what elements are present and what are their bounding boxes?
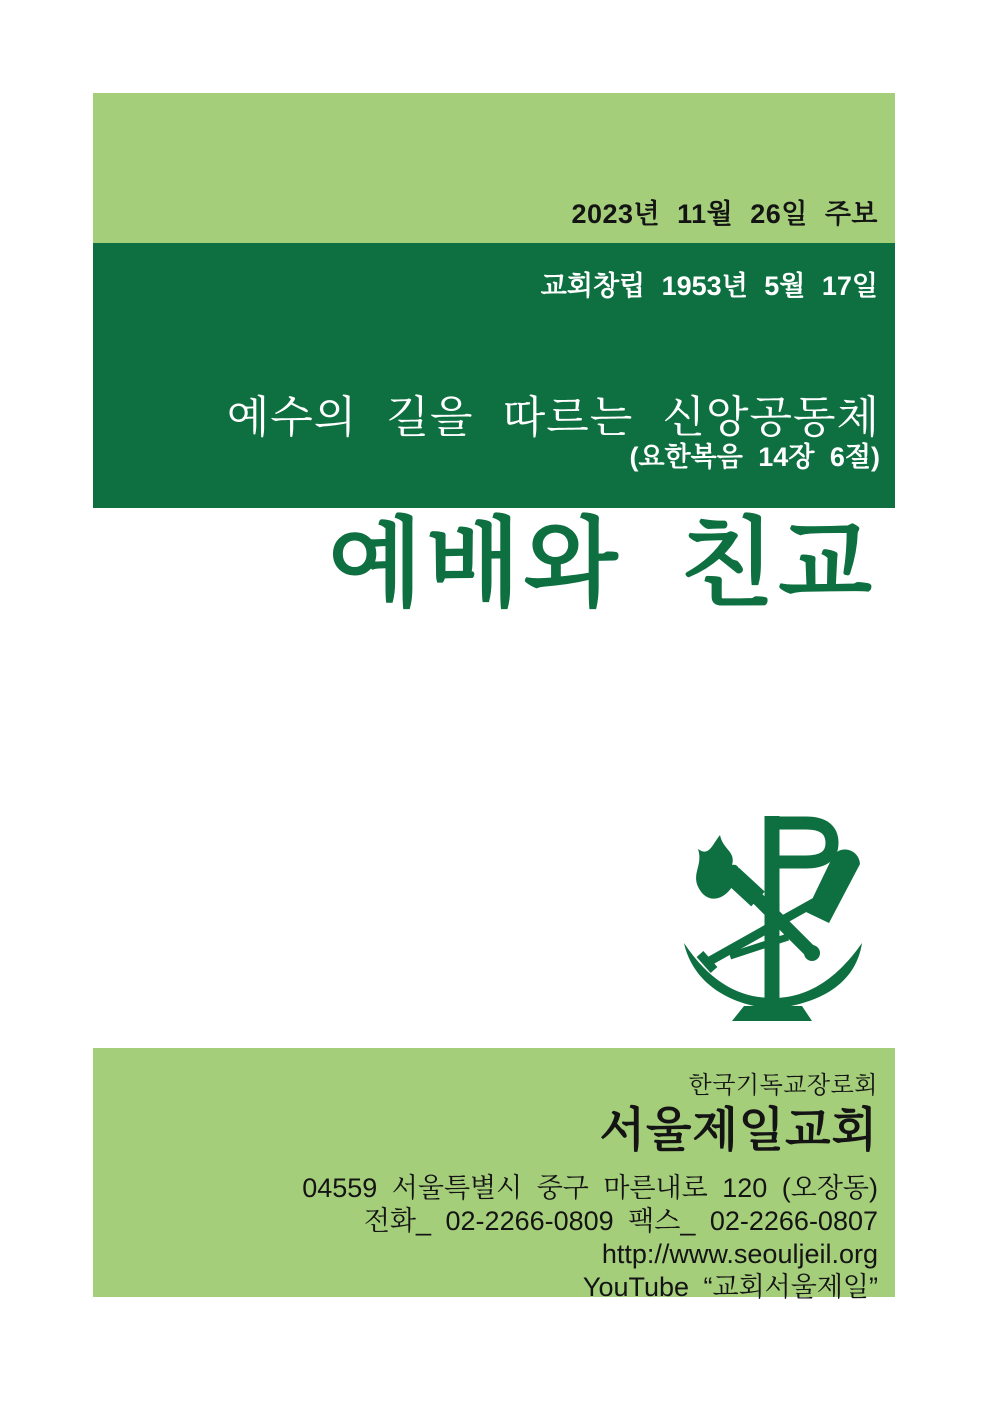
address-line: 04559 서울특별시 중구 마른내로 120 (오장동): [302, 1173, 878, 1203]
youtube-line: YouTube “교회서울제일”: [582, 1272, 878, 1302]
denomination: 한국기독교장로회: [688, 1072, 878, 1099]
footer-band: [93, 1048, 895, 1302]
scripture-reference: (요한복음 14장 6절): [629, 442, 880, 472]
phone-fax-line: 전화_ 02-2266-0809 팩스_ 02-2266-0807: [363, 1206, 878, 1236]
website-line: http://www.seouljeil.org: [601, 1239, 878, 1269]
torch-pommel: [804, 945, 820, 961]
page-title: 예배와 친교: [328, 509, 876, 618]
chi-rho-torch-trumpet-boat-icon: [682, 813, 870, 1023]
church-slogan: 예수의 길을 따르는 신앙공동체: [226, 393, 880, 442]
issue-date: 2023년 11월 26일 주보: [571, 199, 878, 229]
rho-loop: [772, 823, 832, 862]
top-band: [93, 93, 895, 243]
boat-pedestal: [732, 1006, 812, 1021]
torch-flame: [696, 835, 739, 899]
church-name: 서울제일교회: [599, 1103, 878, 1156]
banner-band: [93, 243, 895, 508]
church-founded-date: 교회창립 1953년 5월 17일: [540, 271, 878, 301]
contact-info: [302, 1172, 878, 1304]
